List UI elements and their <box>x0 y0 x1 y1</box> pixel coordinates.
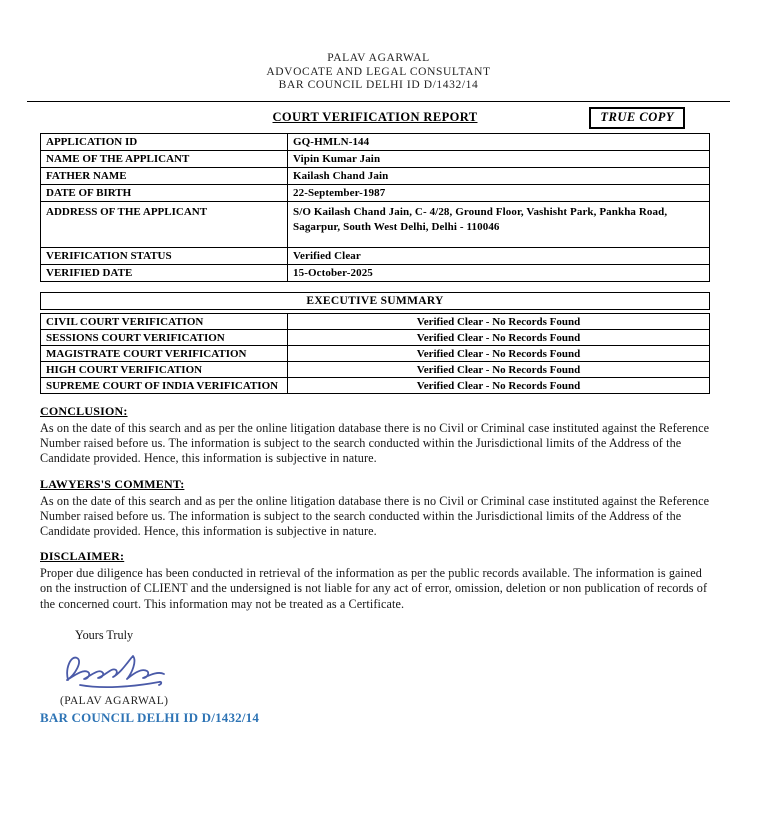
section-heading: CONCLUSION: <box>40 404 128 418</box>
row-label: ADDRESS OF THE APPLICANT <box>41 202 288 248</box>
true-copy-label: TRUE COPY <box>600 110 674 124</box>
row-value: Kailash Chand Jain <box>288 168 710 185</box>
row-label: SESSIONS COURT VERIFICATION <box>41 330 288 346</box>
row-value: 15-October-2025 <box>288 265 710 282</box>
row-value: Verified Clear - No Records Found <box>288 378 710 394</box>
table-row <box>41 265 710 282</box>
row-label: VERIFIED DATE <box>41 265 288 282</box>
row-value: GQ-HMLN-144 <box>288 134 710 151</box>
letterhead <box>0 52 757 92</box>
row-value: S/O Kailash Chand Jain, C- 4/28, Ground Floor, Vashisht Park, Pankha Road, Sagarpur, South West Delhi, Delhi - 110046 <box>288 202 710 248</box>
applicant-table <box>40 133 710 282</box>
document-page <box>0 52 757 839</box>
signature-image <box>58 649 178 693</box>
row-label: APPLICATION ID <box>41 134 288 151</box>
table-row <box>41 378 710 394</box>
signatory-name: (PALAV AGARWAL) <box>60 694 169 707</box>
table-row <box>41 202 710 248</box>
row-label: VERIFICATION STATUS <box>41 248 288 265</box>
row-value: Vipin Kumar Jain <box>288 151 710 168</box>
table-row <box>41 314 710 330</box>
row-label: SUPREME COURT OF INDIA VERIFICATION <box>41 378 288 394</box>
row-label: FATHER NAME <box>41 168 288 185</box>
row-value: Verified Clear - No Records Found <box>288 330 710 346</box>
row-label: HIGH COURT VERIFICATION <box>41 362 288 378</box>
header-divider <box>27 101 730 102</box>
advocate-name: PALAV AGARWAL <box>327 52 430 64</box>
row-label: CIVIL COURT VERIFICATION <box>41 314 288 330</box>
bar-council-id: BAR COUNCIL DELHI ID D/1432/14 <box>278 79 479 91</box>
disclaimer-section <box>40 549 710 612</box>
executive-summary-title: EXECUTIVE SUMMARY <box>40 292 710 310</box>
table-row <box>41 346 710 362</box>
row-value: Verified Clear - No Records Found <box>288 314 710 330</box>
table-row <box>41 362 710 378</box>
row-value: 22-September-1987 <box>288 185 710 202</box>
table-row <box>41 151 710 168</box>
row-value: Verified Clear <box>288 248 710 265</box>
row-label: NAME OF THE APPLICANT <box>41 151 288 168</box>
section-body: Proper due diligence has been conducted in retrieval of the information as per the public records available. The information is gained on the instruction of CLIENT and the undersigned is not liable for any act of error, omission, deletion or non publication of records of the concerned court. This information may not be treated as a Certificate. <box>40 566 708 611</box>
table-row <box>41 185 710 202</box>
row-value: Verified Clear - No Records Found <box>288 362 710 378</box>
section-heading: DISCLAIMER: <box>40 549 125 564</box>
table-row <box>41 134 710 151</box>
section-body: As on the date of this search and as per the online litigation database there is no Civil or Criminal case instituted against the Reference Number raised before us. The information is subject to the search conducted within the Jurisdictional limits of the Address of the Candidate provided. Hence, this information is subjective in nature. <box>40 493 710 539</box>
row-value: Verified Clear - No Records Found <box>288 346 710 362</box>
closing-salutation: Yours Truly <box>75 627 134 642</box>
page-title: COURT VERIFICATION REPORT <box>272 110 478 124</box>
document-content <box>40 110 710 726</box>
row-label: MAGISTRATE COURT VERIFICATION <box>41 346 288 362</box>
true-copy-stamp <box>589 107 685 129</box>
advocate-title: ADVOCATE AND LEGAL CONSULTANT <box>266 65 491 78</box>
table-row <box>41 168 710 185</box>
section-heading: LAWYERS'S COMMENT: <box>40 476 185 491</box>
signatory-council-id: BAR COUNCIL DELHI ID D/1432/14 <box>40 709 260 725</box>
executive-summary-table <box>40 313 710 394</box>
conclusion-section <box>40 404 710 467</box>
row-label: DATE OF BIRTH <box>41 185 288 202</box>
table-row <box>41 330 710 346</box>
lawyers-comment-section <box>40 477 710 540</box>
table-row <box>41 248 710 265</box>
section-body: As on the date of this search and as per the online litigation database there is no Civil or Criminal case instituted against the Reference Number raised before us. The information is subject to the search conducted within the Jurisdictional limits of the Address of the Candidate provided. Hence, this information is subjective in nature. <box>40 421 710 466</box>
